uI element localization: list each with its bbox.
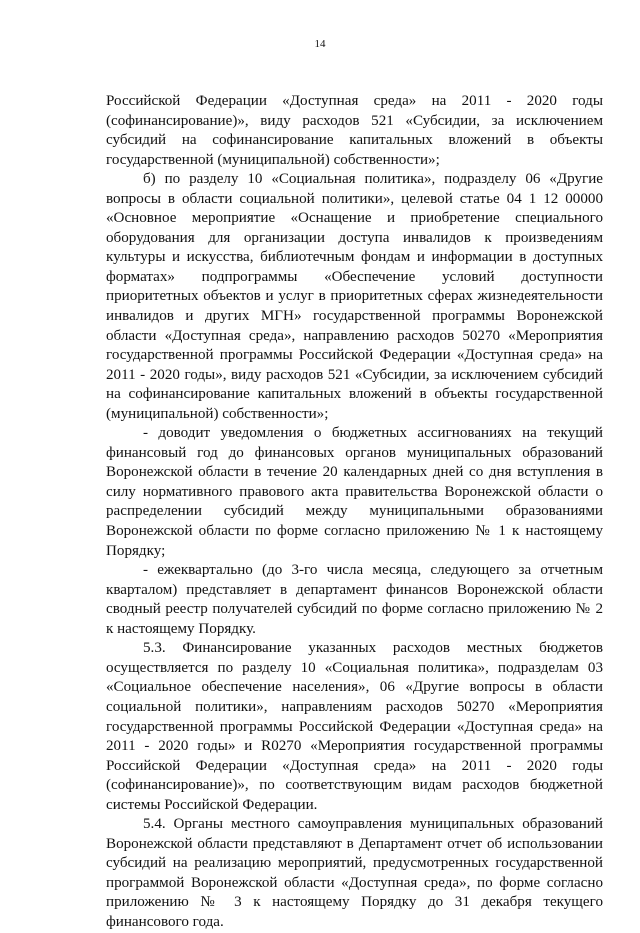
paragraph-5-4: 5.4. Органы местного самоуправления муниципальных образований Воронежской области представляют в Департамент отчет об использовании субсидий на реализацию мероприятий, предусмотренных государственной программой Воронежской области «Доступная среда», по форме согласно приложению № 3 к настоящему Порядку до 31 декабря текущего финансового года. [106,816,603,930]
paragraph-5-3: 5.3. Финансирование указанных расходов местных бюджетов осуществляется по разделу 10 «Социальная политика», подразделам 03 «Социальное обеспечение населения», 06 «Другие вопросы в области социальной политики», направлениям расходов 50270 «Мероприятия государственной программы Российской Федерации «Доступная среда» на 2011 - 2020 годы» и R0270 «Мероприятия государственной программы Российской Федерации «Доступная среда» на 2011 - 2020 годы (софинансирование)», по соответствующим видам расходов бюджетной системы Российской Федерации. [106,640,603,813]
paragraph-quarterly-report: - ежеквартально (до 3-го числа месяца, следующего за отчетным кварталом) представляет в департамент финансов Воронежской области сводный реестр получателей субсидий по форме согласно приложению № 2 к настоящему Порядку. [106,562,603,637]
paragraph-notification: - доводит уведомления о бюджетных ассигнованиях на текущий финансовый год до финансовых органов муниципальных образований Воронежской области в течение 20 календарных дней со дня вступления в силу нормативного правового акта правительства Воронежской области о распределении субсидий между муниципальными образованиями Воронежской области по форме согласно приложению № 1 к настоящему Порядку; [106,425,603,559]
page-number: 14 [314,38,326,50]
paragraph-clause-b: б) по разделу 10 «Социальная политика», подразделу 06 «Другие вопросы в области социальной политики», целевой статье 04 1 12 00000 «Основное мероприятие «Оснащение и приобретение специального оборудования для организации доступа инвалидов к произведениям культуры и искусства, библиотечным фондам и информации в доступных форматах» подпрограммы «Обеспечение условий доступности приоритетных объектов и услуг в приоритетных сферах жизнедеятельности инвалидов и других МГН» государственной программы Воронежской области «Доступная среда», направлению расходов 50270 «Мероприятия государственной программы Российской Федерации «Доступная среда» на 2011 - 2020 годы», виду расходов 521 «Субсидии, за исключением субсидий на софинансирование капитальных вложений в объекты государственной (муниципальной) собственности»; [106,171,603,422]
document-body [106,92,603,933]
paragraph-continuation: Российской Федерации «Доступная среда» на 2011 - 2020 годы (софинансирование)», виду расходов 521 «Субсидии, за исключением субсидий на софинансирование капитальных вложений в объекты государственной (муниципальной) собственности»; [106,93,603,168]
